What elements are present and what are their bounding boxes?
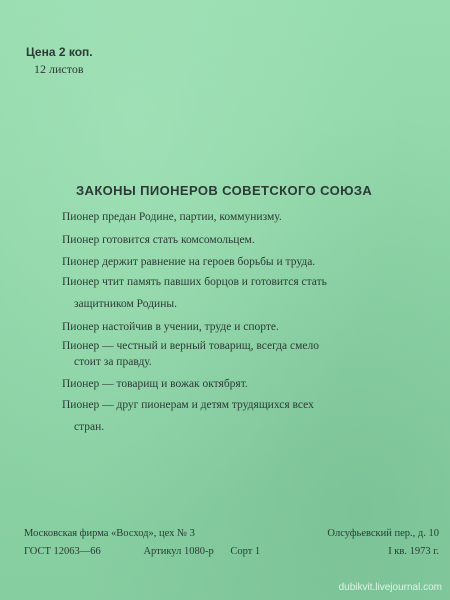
law-text: Пионер — товарищ и вожак октябрят. [62, 378, 248, 390]
law-item [62, 255, 412, 269]
price-label: Цена 2 коп. [26, 45, 93, 59]
article: Артикул 1080-р [143, 546, 214, 557]
watermark: dubikvit.livejournal.com [338, 582, 442, 593]
law-item [62, 233, 412, 247]
law-text: Пионер — честный и верный товарищ, всегда смело [62, 340, 320, 352]
law-text-continued: стран. [74, 421, 105, 433]
gost: ГОСТ 12063—66 [24, 546, 101, 557]
law-text: Пионер готовится стать комсомольцем. [62, 234, 255, 246]
law-text: Пионер чтит память павших борцов и готовится стать [62, 276, 327, 288]
law-item [62, 320, 412, 334]
law-item [62, 275, 412, 311]
law-text: Пионер предан Родине, партии, коммунизму. [62, 211, 282, 223]
law-item [62, 210, 412, 224]
law-text-continued: стоит за правду. [74, 356, 152, 368]
address: Олсуфьевский пер., д. 10 [327, 528, 439, 539]
law-text: Пионер настойчив в учении, труде и спорте. [62, 321, 279, 333]
quarter-date: I кв. 1973 г. [388, 546, 439, 557]
law-item [62, 377, 412, 391]
law-text: Пионер держит равнение на героев борьбы и труда. [62, 256, 316, 268]
manufacturer: Московская фирма «Восход», цех № 3 [24, 528, 195, 539]
sheets-count: 12 листов [34, 62, 84, 76]
footer-row-specs [24, 546, 439, 557]
laws-title: ЗАКОНЫ ПИОНЕРОВ СОВЕТСКОГО СОЮЗА [76, 183, 373, 198]
grade: Сорт 1 [230, 546, 261, 557]
law-text: Пионер — друг пионерам и детям трудящихся всех [62, 399, 314, 411]
footer-row-manufacturer [24, 528, 439, 539]
law-item [62, 398, 412, 434]
law-item [62, 339, 412, 369]
law-text-continued: защитником Родины. [74, 298, 177, 310]
